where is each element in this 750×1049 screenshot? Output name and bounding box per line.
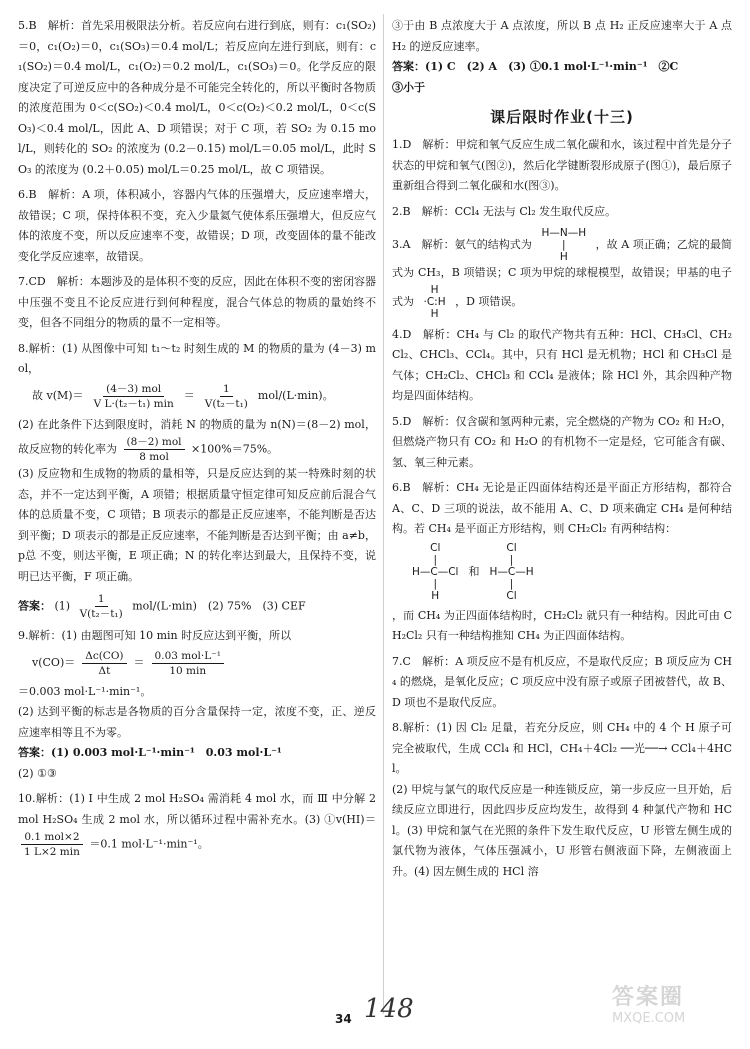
structure-1 [412, 542, 458, 602]
answer-r2: 2.B 解析：CCl₄ 无法与 Cl₂ 发生取代反应。 [392, 204, 617, 218]
answer-q9-final: 答案：(1) 0.003 mol·L⁻¹·min⁻¹ 0.03 mol·L⁻¹ [18, 746, 282, 759]
column-divider [383, 14, 384, 1014]
structure-1-top: Cl [430, 541, 441, 554]
q9-fraction-2 [152, 649, 224, 678]
answer-r7: 7.C 解析：A 项反应不是有机反应，不是取代反应；B 项反应为 CH₄ 的燃烧，是氧化反应；C 项反应中没有原子或原子团被替代，故 B、D 项也不是取代反应。 [392, 654, 732, 709]
bond-line: | [433, 553, 438, 566]
q8-answer-fraction [77, 592, 126, 621]
answer-q8-part1: 8.解析：(1) 从图像中可知 t₁～t₂ 时刻生成的 M 的物质的量为 (4－3) mol， [18, 341, 376, 375]
answer-q8-final [18, 592, 376, 621]
q8-fraction-2-numerator: 1 [220, 382, 233, 397]
dichloromethane-structures [406, 542, 732, 602]
section-title: 课后限时作业(十三) [490, 108, 634, 126]
q8-answer-rest: mol/(L·min) (2) 75% (3) CEF [132, 599, 306, 613]
answer-q8-part2 [18, 415, 376, 465]
q10-fraction [21, 830, 83, 859]
q9-fraction-2-denominator: 10 min [169, 664, 207, 677]
r3-text-b: ，故 A 项正确；乙烷的最简式为 CH₃，B 项错误；C 项为甲烷的球棍模型，故错误；甲基的电子式为 [392, 238, 733, 308]
r3-text-a: 3.A 解析：氨气的结构式为 [392, 238, 532, 251]
structure-1-bottom: H [431, 589, 440, 602]
q8-fraction-2-denominator: V(t₂－t₁) [204, 397, 248, 410]
q8-formula-unit: mol/(L·min)。 [257, 389, 334, 402]
answer-r8-part1: 8.解析：(1) 因 Cl₂ 足量，若充分反应，则 CH₄ 中的 4 个 H 原子可完全被取代，生成 CCl₄ 和 HCl，CH₄＋4Cl₂ ──光──→ CCl₄＋4HCl。 [392, 721, 732, 775]
equals-sign: ＝ [133, 656, 145, 669]
answer-r5: 5.D 解析：仅含碳和氢两种元素，完全燃烧的产物为 CO₂ 和 H₂O，但燃烧产物只有 CO₂ 和 H₂O 的有机物不一定是烃，它可能含有碳、氢、氧三种元素。 [392, 414, 732, 469]
structure-2-top: Cl [506, 541, 517, 554]
left-column [18, 16, 376, 859]
q10-result: ＝0.1 mol·L⁻¹·min⁻¹。 [89, 837, 209, 851]
answer-label: 答案： [18, 599, 51, 613]
structure-2-mid: H—C—H [489, 565, 534, 578]
bond-line: | [509, 577, 514, 590]
watermark-site: MXQE.COM [612, 1011, 686, 1026]
ammonia-structure [541, 227, 586, 263]
methyl-bottom: H [430, 307, 439, 320]
prev-answer-continuation: ③于由 B 点浓度大于 A 点浓度，所以 B 点 H₂ 正反应速率大于 A 点 H₂ 的逆反应速率。 [392, 19, 732, 53]
answer-q9-part2: (2) 达到平衡的标志是各物质的百分含量保持一定，浓度不变，正、逆反应速率相等且不为零。 [18, 705, 376, 739]
answer-r8-part2: (2) 甲烷与氯气的取代反应是一种连锁反应，第一步反应一旦开始，后续反应立即进行，因此四步反应均发生，故得到 4 种氯代产物和 HCl。(3) 甲烷和氯气在光照的条件下发生取代反应，U 形管左侧生成的氯代物为液体，气体压强减小，U 形管右侧液面下降，左侧液面上升。(4) 因左侧生成的 HCl 溶 [392, 782, 732, 878]
methyl-mid: ·C:H [423, 295, 446, 308]
answer-q6: 6.B 解析：A 项，体积减小，容器内气体的压强增大，反应速率增大，故错误；C 项，保持体积不变，充入少量氦气使体系压强增大，但反应气体的浓度不变，所以反应速率不变，故错误；D 项，改变固体的量不能改变化学反应速率，故错误。 [18, 188, 376, 263]
q8-part2-text: (2) 在此条件下达到限度时，消耗 N 的物质的量为 n(N)＝(8－2) mol，故反应物的转化率为 [18, 417, 376, 456]
q8-fraction-1-numerator: (4－3) mol [103, 382, 164, 397]
q9-fraction-2-numerator: 0.03 mol·L⁻¹ [152, 649, 224, 664]
bond-line: | [433, 577, 438, 590]
q8-fraction-2 [202, 382, 251, 411]
q8-formula-lhs: 故 v(M)＝ [32, 389, 84, 402]
answer-r6-part2: ，而 CH₄ 为正四面体结构时，CH₂Cl₂ 就只有一种结构。因此可由 CH₂Cl₂ 只有一种结构推知 CH₄ 为正四面体结构。 [392, 608, 732, 642]
answer-q9-part1: 9.解析：(1) 由题图可知 10 min 时反应达到平衡，所以 [18, 629, 292, 642]
structure-1-mid: H—C—Cl [412, 565, 459, 578]
answer-r6-part1: 6.B 解析：CH₄ 无论是正四面体结构还是平面正方形结构，都符合 A、C、D 三项的说法，故不能用 A、C、D 项来确定 CH₄ 是何种结构。若 CH₄ 是平面正方形结构，则 CH₂Cl₂ 有两种结构： [392, 481, 732, 535]
ammonia-structure-bottom: H [559, 251, 568, 263]
q8-conversion-numerator: (8－2) mol [124, 435, 185, 450]
answer-q7: 7.CD 解析：本题涉及的是体积不变的反应，因此在体积不变的密闭容器中压强不变且不论反应进行到何种程度，混合气体总的物质的量始终不变，但各不同组分的物质的量不一定相等。 [18, 275, 376, 329]
q8-fraction-1 [91, 382, 177, 411]
q9-fraction-1 [82, 649, 126, 678]
q10-fraction-numerator: 0.1 mol×2 [21, 830, 82, 845]
and-word: 和 [468, 564, 480, 578]
q8-fraction-1-denominator: V L·(t₂－t₁) min [93, 397, 174, 410]
answer-q10 [18, 789, 376, 859]
methyl-top: H [430, 283, 439, 296]
r3-text-c: ，D 项错误。 [455, 294, 523, 308]
q9-fraction-1-numerator: Δc(CO) [82, 649, 126, 664]
prev-answer-final-2: ③小于 [392, 80, 425, 94]
site-watermark-logo [612, 980, 732, 1040]
q9-fraction-1-denominator: Δt [98, 664, 111, 677]
answer-r3 [392, 227, 732, 320]
answer-q9-final-2: (2) ①③ [18, 766, 57, 780]
q9-formula-lhs: v(CO)＝ [32, 656, 76, 669]
q9-result: ＝0.003 mol·L⁻¹·min⁻¹。 [18, 684, 152, 698]
bond-line: | [561, 239, 566, 251]
q8-answer-prefix: (1) [54, 599, 71, 613]
q8-answer-numerator: 1 [95, 592, 108, 607]
watermark-title: 答案圈 [612, 985, 685, 1010]
structure-2 [489, 542, 533, 602]
bond-line: | [509, 553, 514, 566]
answer-q5: 5.B 解析：首先采用极限法分析。若反应向右进行到底，则有：c₁(SO₂)＝0，c₁(O₂)＝0，c₁(SO₃)＝0.4 mol/L；若反应向左进行到底，则有：c₁(SO₂)＝0.4 mol/L，c₁(O₂)＝0.2 mol/L，c₁(SO₃)＝0。化学反应的限度决定了可逆反应中的各种成分是不可能完全转化的，所以平衡时各物质的浓度范围为 0＜c(SO₂)＜0.4 mol/L，0＜c(O₂)＜0.2 mol/L，0＜c(SO₃)＜0.4 mol/L，因此 A、D 项错误；对于 C 项，若 SO₂ 为 0.15 mol/L，则转化的 SO₂ 的浓度为 (0.2－0.15) mol/L＝0.05 mol/L，此时 SO₃ 的浓度为 (0.2＋0.05) mol/L＝0.25 mol/L，故 C 项错误。 [18, 19, 376, 176]
answer-r4: 4.D 解析：CH₄ 与 Cl₂ 的取代产物共有五种：HCl、CH₃Cl、CH₂Cl₂、CHCl₃、CCl₄。其中，只有 HCl 是无机物；HCl 和 CH₃Cl 是气体；CH₂Cl₂、CHCl₃ 和 CCl₄ 是液体；除 HCl 外，其余四种产物均是四面体结构。 [392, 327, 732, 402]
q9-rate-formula [32, 649, 376, 678]
q8-conversion-result: ×100%＝75%。 [191, 442, 279, 456]
q10-text: 10.解析：(1) Ⅰ 中生成 2 mol H₂SO₄ 需消耗 4 mol 水，而 Ⅲ 中分解 2 mol H₂SO₄ 生成 2 mol 水，所以循环过程中需补充水。(3) ①v(HI)＝ [18, 792, 376, 826]
methyl-electron-formula [424, 284, 446, 320]
answer-q8-part3: (3) 反应物和生成物的物质的量相等，只是反应达到的某一特殊时刻的状态，并不一定达到平衡，A 项错；根据质量守恒定律可知反应前后混合气体的总质量不变，C 项错；B 项表示的都是正反应速率，不能判断是否达到平衡；D 项表示的都是正反应速率，不能判断是否达到平衡；由 a≠b，p总 不变，则达平衡，E 项正确；N 的转化率达到最大，且保持不变，说明已达平衡，F 项正确。 [18, 467, 376, 583]
answer-r1: 1.D 解析：甲烷和氧气反应生成二氧化碳和水，该过程中首先是分子状态的甲烷和氧气(图②)，然后化学键断裂形成原子(图①)，最后原子重新组合得到二氧化碳和水(图③)。 [392, 138, 732, 192]
q8-conversion-fraction [124, 435, 185, 464]
q8-conversion-denominator: 8 mol [139, 451, 169, 463]
page-number: 34 [335, 1012, 352, 1026]
q8-answer-denominator: V(t₂－t₁) [79, 608, 123, 620]
ammonia-structure-top: H—N—H [541, 227, 587, 239]
q8-rate-formula [32, 382, 376, 411]
right-column [392, 16, 732, 882]
equals-sign: ＝ [183, 389, 195, 402]
handwritten-page-number: 148 [364, 994, 414, 1024]
q10-fraction-denominator: 1 L×2 min [24, 846, 80, 858]
prev-answer-final: 答案：(1) C (2) A (3) ①0.1 mol·L⁻¹·min⁻¹ ②C [392, 60, 679, 73]
structure-2-bottom: Cl [506, 589, 517, 602]
